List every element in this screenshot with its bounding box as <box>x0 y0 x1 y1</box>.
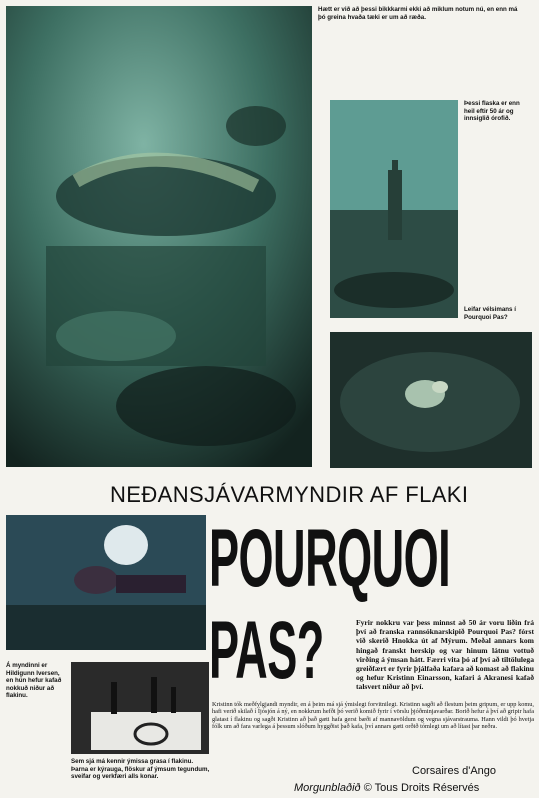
lead-paragraph: Fyrir nokkru var þess minnst að 50 ár voru liðin frá því að franska rannsóknarskipið Pourquoi Pas? fórst við skerið Hnokka út af Mýrum. Meðal annars kom hingað franskt herskip og var hinum látnu vottuð virðing á ýmsan hátt. Færri vita þó af því að tiltölulega greiðfært er fyrir þjálfaða kafara að komast að flakinu og hefur Kristinn Einarsson, kafari á Akranesi kafað talsvert niður að því. <box>356 618 534 692</box>
title-line-1: POURQUOI <box>209 513 451 604</box>
main-wreck-photo <box>6 6 312 467</box>
caption-diver: Á myndinni er Hildigunn Iversen, en hún hefur kafað nokkuð niður að flakinu. <box>6 662 62 700</box>
credit-copyright <box>294 782 479 794</box>
bottle-photo <box>330 100 458 318</box>
headline: NEÐANSJÁVARMYNDIR AF FLAKI <box>110 482 469 507</box>
engine-photo <box>330 332 532 468</box>
title-line-2: PAS? <box>209 605 324 696</box>
objects-photo <box>71 662 209 754</box>
credit-paper: Morgunblaðið <box>294 782 361 794</box>
diver-photo <box>6 515 206 650</box>
caption-bottle: Þessi flaska er enn heil eftir 50 ár og innsiglið órofið. <box>464 100 520 123</box>
credit-rights: © Tous Droits Réservés <box>363 782 480 794</box>
caption-engine: Leifar vélsimans í Pourquoi Pas? <box>464 306 516 321</box>
credit-corsaires: Corsaires d'Ango <box>412 765 497 777</box>
caption-objects: Sem sjá má kennir ýmissa grasa í flakinu. Þarna er kýrauga, flöskur af ýmsum tegundum, sveifar og verkfæri alls konar. <box>71 758 210 781</box>
caption-top-right: Hætt er við að þessi bikkkarmi ekki að miklum notum nú, en enn má þó greina hvaða tæki er um að ræða. <box>318 6 518 21</box>
body-text: Kristinn tók meðfylgjandi myndir, en á þeim má sjá ýmislegt forvitnilegt. Kristinn sagði að flestum þeim gripum, er upp komu, hafi verið skilað í Íjósjón á ný, en nokkrum hefði þó verið komið fyrir í vörslu þjóðminjavarðar. Borið hefur á því að gripir hafa glatast í flakinu og sagði Kristinn að það gæti hafa gerst bæði af mannavöldum og vegna sjávarstrauma. Hann vildi þó hvetja fólk um að fara varlega á þessum slóðum hyggðist það kafa, því annars gæti orðið tómlegt um að lítast þar neðra. <box>212 701 534 731</box>
